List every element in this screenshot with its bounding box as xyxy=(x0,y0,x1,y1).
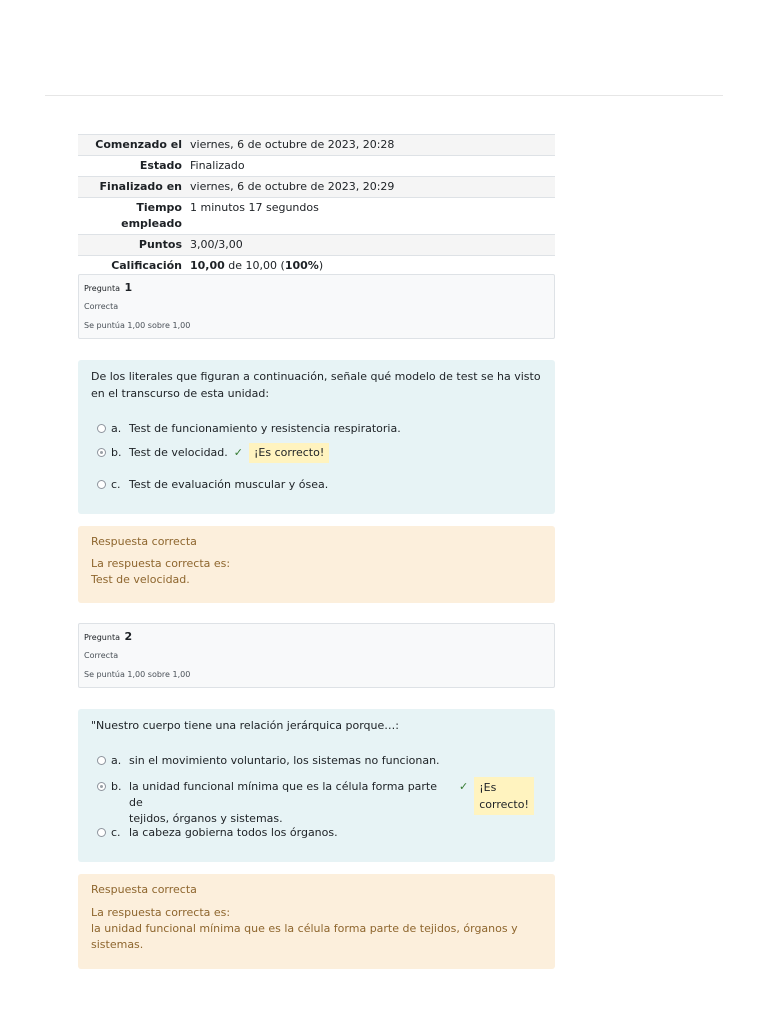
question-1-info xyxy=(78,274,555,339)
outcome-intro: La respuesta correcta es: xyxy=(91,557,231,570)
check-icon: ✓ xyxy=(233,446,243,459)
option-text-line-1: la unidad funcional mínima que es la célula forma parte de xyxy=(129,780,438,809)
question-2-outcome xyxy=(78,874,555,969)
answer-option-a[interactable] xyxy=(97,753,440,769)
question-state: Correcta xyxy=(84,302,119,311)
summary-row-points xyxy=(78,235,555,256)
summary-value: viernes, 6 de octubre de 2023, 20:28 xyxy=(186,135,555,156)
outcome-title: Respuesta correcta xyxy=(91,883,197,896)
option-text xyxy=(129,779,449,827)
summary-key: Finalizado en xyxy=(78,177,186,198)
summary-key: Comenzado el xyxy=(78,135,186,156)
question-state: Correcta xyxy=(84,651,119,660)
radio-unselected-icon[interactable] xyxy=(97,424,106,433)
feedback-line-1: ¡Es xyxy=(479,781,497,794)
question-number xyxy=(84,630,132,643)
option-text: la cabeza gobierna todos los órganos. xyxy=(129,826,338,839)
question-number xyxy=(84,281,132,294)
answer-option-b[interactable] xyxy=(97,779,534,827)
header-divider xyxy=(45,95,723,96)
radio-selected-icon[interactable] xyxy=(97,448,106,457)
question-grade: Se puntúa 1,00 sobre 1,00 xyxy=(84,670,191,679)
answer-option-c[interactable] xyxy=(97,825,338,841)
option-letter: c. xyxy=(111,826,121,839)
summary-value: viernes, 6 de octubre de 2023, 20:29 xyxy=(186,177,555,198)
grade-value: 10,00 xyxy=(190,259,225,272)
question-text: "Nuestro cuerpo tiene una relación jerárquica porque…: xyxy=(91,719,399,732)
summary-value: 3,00/3,00 xyxy=(186,235,555,256)
option-text-line-2: tejidos, órganos y sistemas. xyxy=(129,812,283,825)
option-letter: b. xyxy=(111,780,122,793)
outcome-title: Respuesta correcta xyxy=(91,535,197,548)
option-text: Test de funcionamiento y resistencia respiratoria. xyxy=(129,422,401,435)
summary-key: Estado xyxy=(78,156,186,177)
summary-row-time xyxy=(78,198,555,235)
grade-mid: de 10,00 ( xyxy=(224,259,285,272)
check-icon: ✓ xyxy=(459,780,469,793)
radio-unselected-icon[interactable] xyxy=(97,480,106,489)
right-answer-line-1: la unidad funcional mínima que es la célula forma parte de tejidos, órganos y xyxy=(91,922,518,935)
question-2-info xyxy=(78,623,555,688)
summary-row-started xyxy=(78,135,555,156)
question-prefix: Pregunta xyxy=(84,284,120,293)
question-1-formulation xyxy=(78,360,555,514)
summary-key: Puntos xyxy=(78,235,186,256)
option-letter: a. xyxy=(111,422,122,435)
grade-percent: 100% xyxy=(284,259,319,272)
grade-end: ) xyxy=(318,259,324,272)
question-grade: Se puntúa 1,00 sobre 1,00 xyxy=(84,321,191,330)
radio-unselected-icon[interactable] xyxy=(97,828,106,837)
outcome-intro: La respuesta correcta es: xyxy=(91,906,231,919)
answer-option-c[interactable] xyxy=(97,477,328,493)
option-text: Test de velocidad. xyxy=(129,446,228,459)
answer-option-a[interactable] xyxy=(97,421,401,437)
feedback-line-2: correcto! xyxy=(479,798,529,811)
right-answer: Test de velocidad. xyxy=(91,573,190,586)
summary-key: Tiempo empleado xyxy=(78,198,186,235)
summary-value: 1 minutos 17 segundos xyxy=(186,198,555,235)
summary-value xyxy=(186,256,555,277)
question-number-value: 2 xyxy=(124,630,133,643)
option-text: sin el movimiento voluntario, los sistemas no funcionan. xyxy=(129,754,440,767)
answer-option-b[interactable] xyxy=(97,445,329,463)
feedback-badge xyxy=(474,777,534,815)
question-1-outcome xyxy=(78,526,555,603)
option-text: Test de evaluación muscular y ósea. xyxy=(129,478,329,491)
summary-row-state xyxy=(78,156,555,177)
question-prefix: Pregunta xyxy=(84,633,120,642)
summary-row-finished xyxy=(78,177,555,198)
right-answer-line-2: sistemas. xyxy=(91,938,144,951)
question-text: De los literales que figuran a continuación, señale qué modelo de test se ha visto en el transcurso de esta unidad: xyxy=(91,370,541,400)
option-letter: b. xyxy=(111,446,122,459)
option-letter: a. xyxy=(111,754,122,767)
radio-selected-icon[interactable] xyxy=(97,782,106,791)
question-2-formulation xyxy=(78,709,555,862)
attempt-summary-table xyxy=(78,134,555,276)
feedback-badge: ¡Es correcto! xyxy=(249,443,329,463)
summary-row-grade xyxy=(78,256,555,277)
option-letter: c. xyxy=(111,478,121,491)
summary-value: Finalizado xyxy=(186,156,555,177)
summary-key: Calificación xyxy=(78,256,186,277)
question-number-value: 1 xyxy=(124,281,133,294)
radio-unselected-icon[interactable] xyxy=(97,756,106,765)
